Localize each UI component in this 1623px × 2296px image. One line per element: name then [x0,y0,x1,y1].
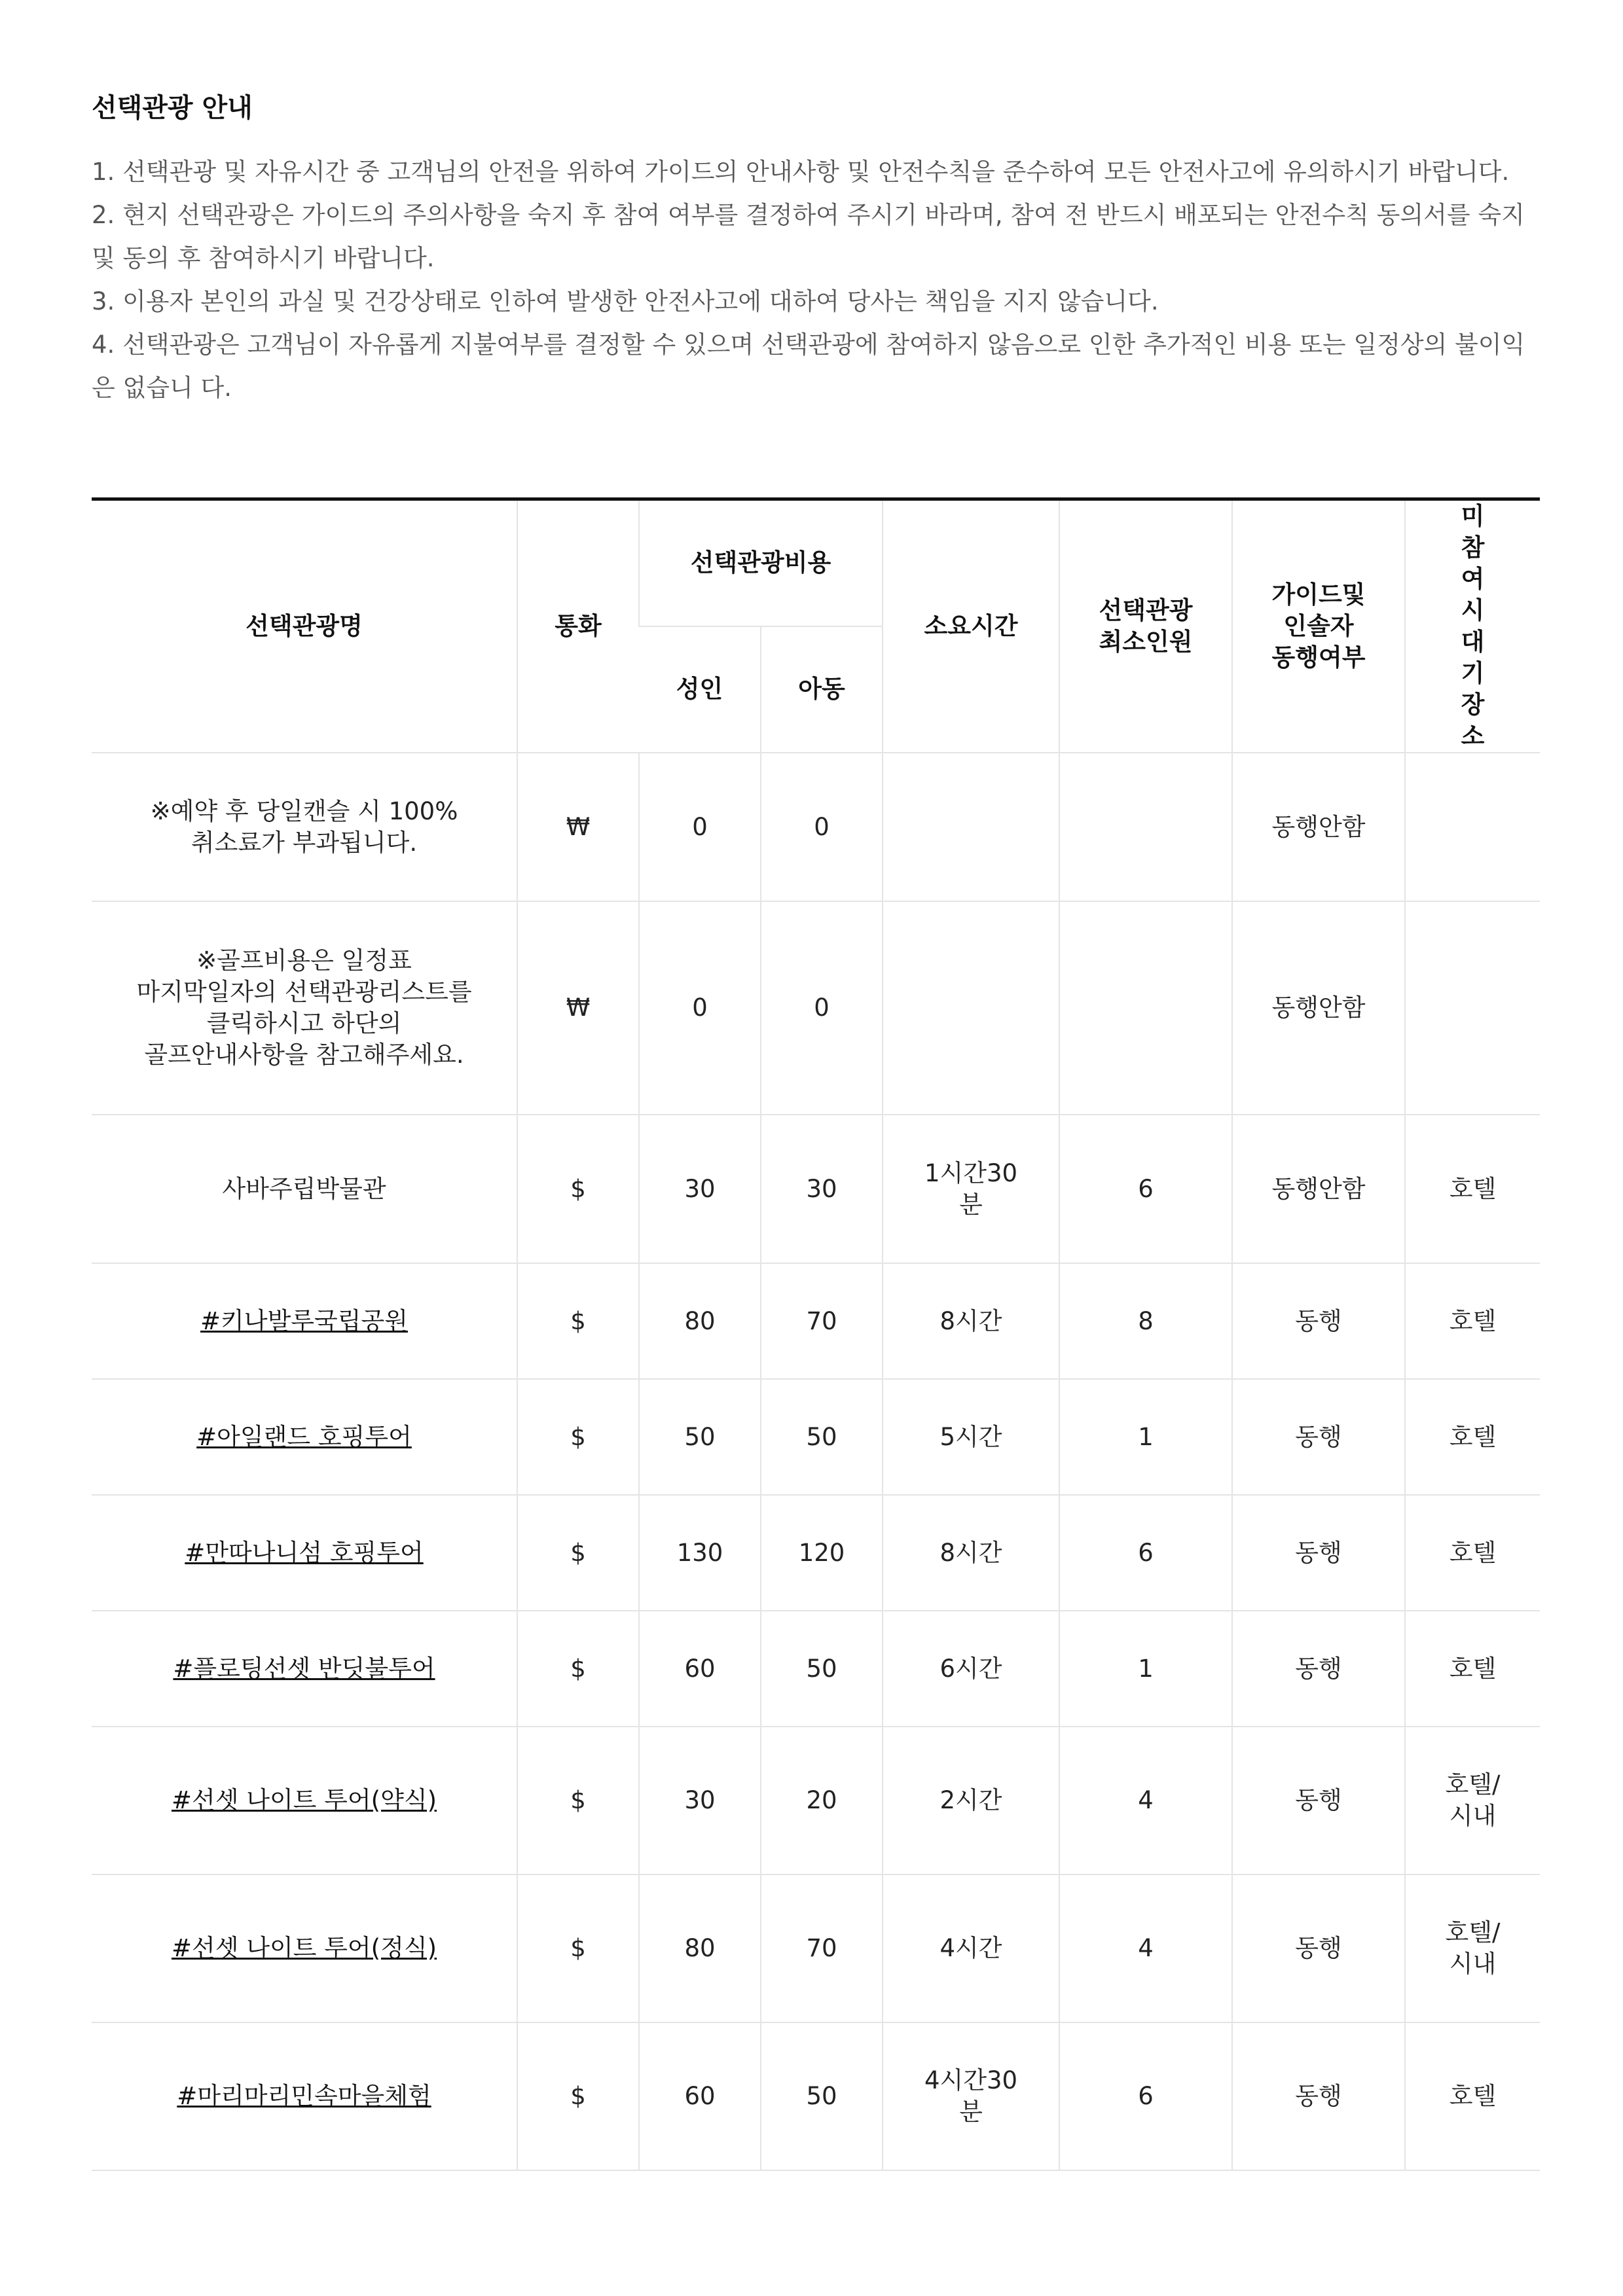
notice-item: 2. 현지 선택관광은 가이드의 주의사항을 숙지 후 참여 여부를 결정하여 주시기 바라며, 참여 전 반드시 배포되는 안전수칙 동의서를 숙지 및 동의 후 참여하시기 바랍니다. [92,201,1525,272]
wait-place-cell: 호텔 [1405,1115,1540,1263]
child-price: 50 [761,2022,883,2170]
min-people-cell: 1 [1059,1611,1232,1727]
currency-cell: $ [517,1115,639,1263]
duration-cell [883,753,1059,901]
adult-price: 0 [639,753,761,901]
guide-cell: 동행 [1232,1495,1405,1611]
duration-cell: 1시간30분 [883,1115,1059,1263]
adult-price: 80 [639,1263,761,1379]
tour-name: 사바주립박물관 [92,1115,517,1263]
table-row [92,1727,1540,1874]
currency-cell: $ [517,1495,639,1611]
header-child: 아동 [761,626,883,753]
duration-cell [883,901,1059,1115]
wait-place-cell: 호텔/시내 [1405,1727,1540,1874]
table-row [92,901,1540,1115]
child-price: 0 [761,753,883,901]
guide-cell: 동행안함 [1232,901,1405,1115]
header-currency: 통화 [517,499,639,753]
min-people-cell: 1 [1059,1379,1232,1495]
table-row [92,1495,1540,1611]
wait-place-cell: 호텔 [1405,1611,1540,1727]
currency-cell: ₩ [517,901,639,1115]
adult-price: 0 [639,901,761,1115]
guide-cell: 동행 [1232,1263,1405,1379]
adult-price: 130 [639,1495,761,1611]
currency-cell: $ [517,1263,639,1379]
table-row [92,753,1540,901]
child-price: 30 [761,1115,883,1263]
header-tour-name: 선택관광명 [92,499,517,753]
tour-name-link[interactable]: #만따나니섬 호핑투어 [92,1495,517,1611]
tour-name-link[interactable]: #선셋 나이트 투어(정식) [92,1874,517,2022]
optional-tour-table [92,497,1540,2171]
wait-place-cell: 호텔/시내 [1405,1874,1540,2022]
child-price: 120 [761,1495,883,1611]
tour-name-link[interactable]: #선셋 나이트 투어(약식) [92,1727,517,1874]
child-price: 0 [761,901,883,1115]
duration-cell: 4시간30분 [883,2022,1059,2170]
guide-cell: 동행안함 [1232,753,1405,901]
header-wait-place: 미참 여시 대기 장소 [1405,499,1540,753]
currency-cell: $ [517,1379,639,1495]
table-row [92,2022,1540,2170]
child-price: 50 [761,1379,883,1495]
currency-cell: ₩ [517,753,639,901]
duration-cell: 5시간 [883,1379,1059,1495]
wait-place-cell: 호텔 [1405,1379,1540,1495]
min-people-cell: 4 [1059,1727,1232,1874]
table-header-row [92,499,1540,626]
notice-list [92,151,1539,410]
adult-price: 30 [639,1115,761,1263]
child-price: 50 [761,1611,883,1727]
tour-name-link[interactable]: #마리마리민속마을체험 [92,2022,517,2170]
header-adult: 성인 [639,626,761,753]
wait-place-cell: 호텔 [1405,1263,1540,1379]
duration-cell: 8시간 [883,1495,1059,1611]
tour-name-link[interactable]: #아일랜드 호핑투어 [92,1379,517,1495]
guide-cell: 동행안함 [1232,1115,1405,1263]
currency-cell: $ [517,1611,639,1727]
currency-cell: $ [517,2022,639,2170]
duration-cell: 6시간 [883,1611,1059,1727]
tour-name: ※골프비용은 일정표 마지막일자의 선택관광리스트를 클릭하시고 하단의 골프안내사항을 참고해주세요. [92,901,517,1115]
guide-cell: 동행 [1232,1379,1405,1495]
adult-price: 30 [639,1727,761,1874]
child-price: 20 [761,1727,883,1874]
guide-cell: 동행 [1232,1874,1405,2022]
min-people-cell [1059,753,1232,901]
notice-item: 3. 이용자 본인의 과실 및 건강상태로 인하여 발생한 안전사고에 대하여 당사는 책임을 지지 않습니다. [92,287,1159,315]
tour-name-link[interactable]: #키나발루국립공원 [92,1263,517,1379]
table-row [92,1115,1540,1263]
child-price: 70 [761,1874,883,2022]
table-row [92,1874,1540,2022]
table-row [92,1379,1540,1495]
guide-cell: 동행 [1232,1611,1405,1727]
min-people-cell: 6 [1059,1115,1232,1263]
guide-cell: 동행 [1232,1727,1405,1874]
header-duration: 소요시간 [883,499,1059,753]
wait-place-cell [1405,753,1540,901]
adult-price: 50 [639,1379,761,1495]
page-title: 선택관광 안내 [92,93,253,123]
adult-price: 80 [639,1874,761,2022]
duration-cell: 8시간 [883,1263,1059,1379]
wait-place-cell [1405,901,1540,1115]
tour-name: ※예약 후 당일캔슬 시 100%취소료가 부과됩니다. [92,753,517,901]
notice-item: 4. 선택관광은 고객님이 자유롭게 지불여부를 결정할 수 있으며 선택관광에 참여하지 않음으로 인한 추가적인 비용 또는 일정상의 불이익은 없습니 다. [92,331,1525,402]
min-people-cell [1059,901,1232,1115]
currency-cell: $ [517,1727,639,1874]
min-people-cell: 6 [1059,2022,1232,2170]
duration-cell: 2시간 [883,1727,1059,1874]
header-cost: 선택관광비용 [639,499,883,626]
tour-name-link[interactable]: #플로팅선셋 반딧불투어 [92,1611,517,1727]
duration-cell: 4시간 [883,1874,1059,2022]
table-row [92,1611,1540,1727]
child-price: 70 [761,1263,883,1379]
adult-price: 60 [639,1611,761,1727]
min-people-cell: 8 [1059,1263,1232,1379]
header-guide: 가이드및 인솔자 동행여부 [1232,499,1405,753]
adult-price: 60 [639,2022,761,2170]
guide-cell: 동행 [1232,2022,1405,2170]
header-min-people: 선택관광 최소인원 [1059,499,1232,753]
min-people-cell: 6 [1059,1495,1232,1611]
wait-place-cell: 호텔 [1405,2022,1540,2170]
table-row [92,1263,1540,1379]
min-people-cell: 4 [1059,1874,1232,2022]
currency-cell: $ [517,1874,639,2022]
wait-place-cell: 호텔 [1405,1495,1540,1611]
notice-item: 1. 선택관광 및 자유시간 중 고객님의 안전을 위하여 가이드의 안내사항 및 안전수칙을 준수하여 모든 안전사고에 유의하시기 바랍니다. [92,158,1510,186]
